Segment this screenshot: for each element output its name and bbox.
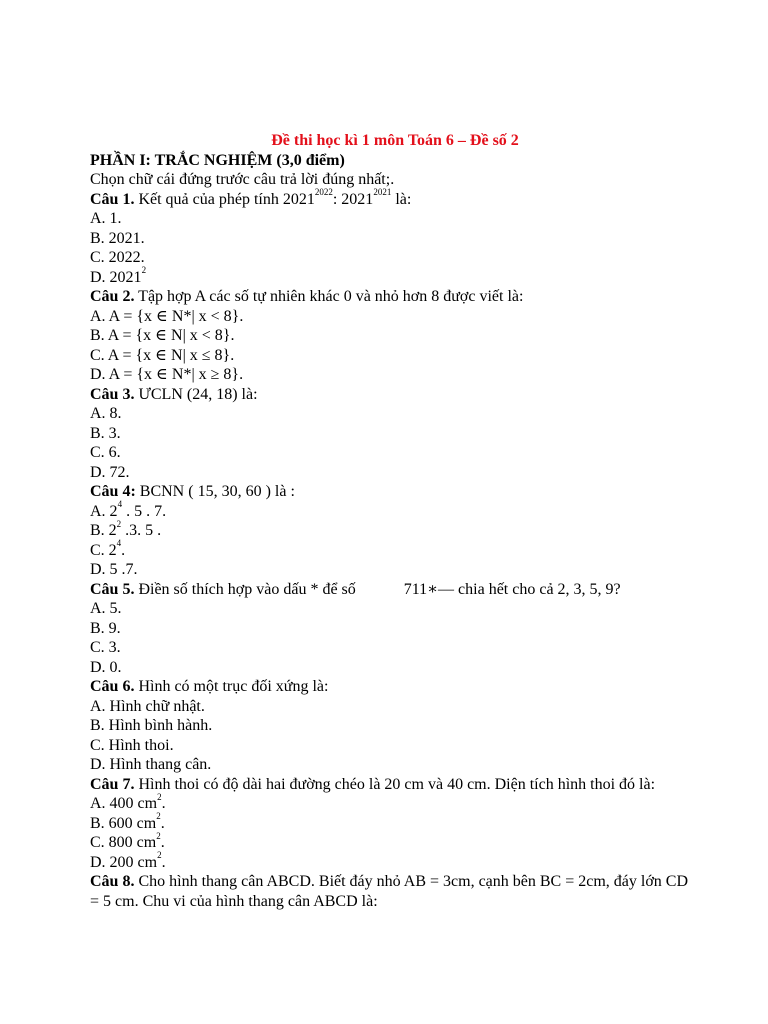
option-text: A. 2 — [90, 502, 118, 520]
question-3 — [90, 385, 690, 405]
option-text: . — [160, 834, 165, 851]
option-text: B. 600 cm — [90, 814, 157, 832]
option-text: D. 200 cm — [90, 853, 158, 871]
question-text: ƯCLN (24, 18) là: — [134, 385, 258, 403]
question-text: BCNN ( 15, 30, 60 ) là : — [135, 483, 295, 500]
question-2 — [90, 287, 690, 307]
option-text: . — [161, 795, 166, 812]
option-b: B. Hình bình hành. — [90, 717, 213, 734]
option-text: . 5 . 7. — [122, 502, 167, 520]
option-text: . — [161, 853, 166, 871]
option-d: D. 72. — [90, 463, 130, 481]
option-c: C. 2022. — [90, 249, 145, 266]
exponent: 2 — [141, 265, 147, 276]
question-4 — [90, 482, 690, 502]
exam-content — [90, 131, 690, 911]
question-text: : 2021 — [332, 190, 374, 208]
option-c: C. 6. — [90, 444, 121, 461]
question-1 — [90, 187, 690, 210]
question-text: là: — [391, 190, 412, 208]
exponent: 4 — [117, 499, 123, 510]
option-b — [90, 811, 690, 834]
option-c — [90, 538, 690, 561]
question-label: Câu 5. — [90, 580, 135, 598]
option-d — [90, 850, 690, 873]
option-text: A. 400 cm — [90, 795, 158, 812]
option-a: A. 1. — [90, 210, 122, 227]
option-text: B. 2 — [90, 522, 117, 539]
option-d: D. 0. — [90, 658, 122, 676]
option-c: C. 3. — [90, 639, 121, 656]
option-b: B. A = {x ∈ N| x < 8}. — [90, 327, 235, 344]
question-label: Câu 8. — [90, 873, 135, 890]
instruction-text: Chọn chữ cái đứng trước câu trả lời đúng nhất;. — [90, 171, 395, 188]
option-d: D. Hình thang cân. — [90, 756, 212, 773]
option-b — [90, 518, 690, 541]
option-a: A. 8. — [90, 405, 122, 422]
question-text: Cho hình thang cân ABCD. Biết đáy nhỏ AB = 3cm, cạnh bên BC = 2cm, đáy lớn CD = 5 cm. Chu vi của hình thang cân ABCD là: — [90, 873, 689, 910]
option-text: . — [160, 814, 165, 832]
option-a: A. A = {x ∈ N*| x < 8}. — [90, 307, 244, 325]
exponent: 2 — [157, 791, 162, 802]
exponent: 2 — [116, 518, 122, 529]
exponent: 2 — [156, 830, 161, 841]
question-label: Câu 2. — [90, 288, 135, 305]
question-label: Câu 4: — [90, 483, 136, 500]
option-a — [90, 499, 690, 522]
option-a: A. 5. — [90, 600, 122, 617]
number-expression: 711∗— — [403, 580, 455, 598]
exponent: 2 — [157, 850, 162, 861]
option-d: D. A = {x ∈ N*| x ≥ 8}. — [90, 366, 244, 383]
exponent: 4 — [116, 538, 122, 549]
option-text: D. 2021 — [90, 268, 142, 286]
option-c: C. A = {x ∈ N| x ≤ 8}. — [90, 346, 235, 364]
option-d: D. 5 .7. — [90, 561, 138, 578]
section-heading: PHẦN I: TRẮC NGHIỆM (3,0 điểm) — [90, 151, 345, 169]
exponent: 2 — [156, 811, 161, 822]
option-b: B. 9. — [90, 619, 121, 637]
option-text: C. 2 — [90, 541, 117, 559]
question-text: Tập hợp A các số tự nhiên khác 0 và nhỏ hơn 8 được viết là: — [134, 288, 524, 305]
question-text: Kết quả của phép tính 2021 — [134, 190, 315, 208]
question-text: Hình thoi có độ dài hai đường chéo là 20 cm và 40 cm. Diện tích hình thoi đó là: — [134, 775, 656, 793]
question-text: Điền số thích hợp vào dấu * để số — [134, 580, 356, 598]
question-7 — [90, 775, 690, 795]
option-text: C. 800 cm — [90, 834, 157, 851]
question-6 — [90, 677, 690, 697]
question-label: Câu 1. — [90, 190, 135, 208]
option-text: . — [121, 541, 126, 559]
question-text: Hình có một trục đối xứng là: — [134, 678, 329, 695]
question-label: Câu 3. — [90, 385, 135, 403]
question-label: Câu 7. — [90, 775, 135, 793]
question-5 — [90, 580, 690, 600]
option-c: C. Hình thoi. — [90, 736, 174, 754]
question-text: chia hết cho cả 2, 3, 5, 9? — [454, 580, 621, 598]
option-text: .3. 5 . — [121, 522, 162, 539]
exponent: 2021 — [373, 187, 392, 198]
exponent: 2022 — [314, 187, 333, 198]
option-a: A. Hình chữ nhật. — [90, 697, 205, 715]
page-title: Đề thi học kì 1 môn Toán 6 – Đề số 2 — [271, 132, 519, 149]
option-b: B. 2021. — [90, 229, 145, 247]
option-b: B. 3. — [90, 424, 121, 442]
option-c — [90, 830, 690, 853]
question-8 — [90, 872, 690, 911]
question-label: Câu 6. — [90, 678, 135, 695]
option-a — [90, 791, 690, 814]
option-d — [90, 265, 690, 288]
